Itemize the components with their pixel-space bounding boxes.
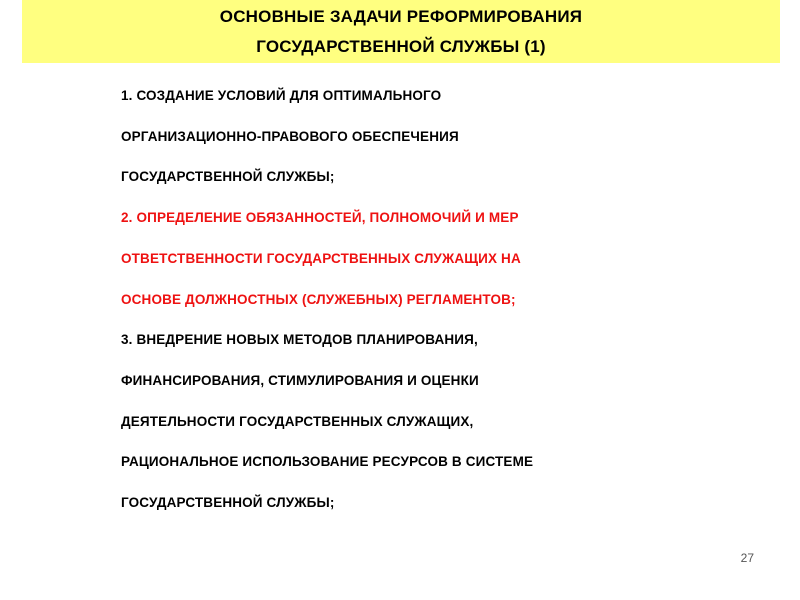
slide-title-banner — [22, 0, 780, 63]
task-item-3 — [121, 320, 761, 524]
task-item-1 — [121, 76, 761, 198]
task-item-3-line-5: ГОСУДАРСТВЕННОЙ СЛУЖБЫ; — [121, 495, 335, 511]
task-item-3-line-2: ФИНАНСИРОВАНИЯ, СТИМУЛИРОВАНИЯ И ОЦЕНКИ — [121, 372, 479, 388]
task-item-2-highlighted — [121, 198, 761, 320]
task-item-3-line-1: 3. ВНЕДРЕНИЕ НОВЫХ МЕТОДОВ ПЛАНИРОВАНИЯ, — [121, 332, 478, 348]
task-item-3-line-4: РАЦИОНАЛЬНОЕ ИСПОЛЬЗОВАНИЕ РЕСУРСОВ В СИСТЕМЕ — [121, 454, 534, 470]
page-number: 27 — [740, 551, 754, 565]
slide-title-line-1: ОСНОВНЫЕ ЗАДАЧИ РЕФОРМИРОВАНИЯ — [219, 6, 583, 26]
task-item-2-line-2: ОТВЕТСТВЕННОСТИ ГОСУДАРСТВЕННЫХ СЛУЖАЩИХ НА — [121, 250, 521, 266]
task-item-2-line-3: ОСНОВЕ ДОЛЖНОСТНЫХ (СЛУЖЕБНЫХ) РЕГЛАМЕНТОВ; — [121, 291, 516, 307]
task-item-1-line-2: ОРГАНИЗАЦИОННО-ПРАВОВОГО ОБЕСПЕЧЕНИЯ — [121, 128, 459, 144]
task-item-2-line-1: 2. ОПРЕДЕЛЕНИЕ ОБЯЗАННОСТЕЙ, ПОЛНОМОЧИЙ И МЕР — [121, 210, 519, 226]
task-list — [121, 76, 761, 524]
task-item-1-line-3: ГОСУДАРСТВЕННОЙ СЛУЖБЫ; — [121, 169, 335, 185]
task-item-1-line-1: 1. СОЗДАНИЕ УСЛОВИЙ ДЛЯ ОПТИМАЛЬНОГО — [121, 88, 442, 103]
task-item-3-line-3: ДЕЯТЕЛЬНОСТИ ГОСУДАРСТВЕННЫХ СЛУЖАЩИХ, — [121, 413, 474, 429]
slide-title-line-2: ГОСУДАРСТВЕННОЙ СЛУЖБЫ (1) — [256, 36, 546, 56]
